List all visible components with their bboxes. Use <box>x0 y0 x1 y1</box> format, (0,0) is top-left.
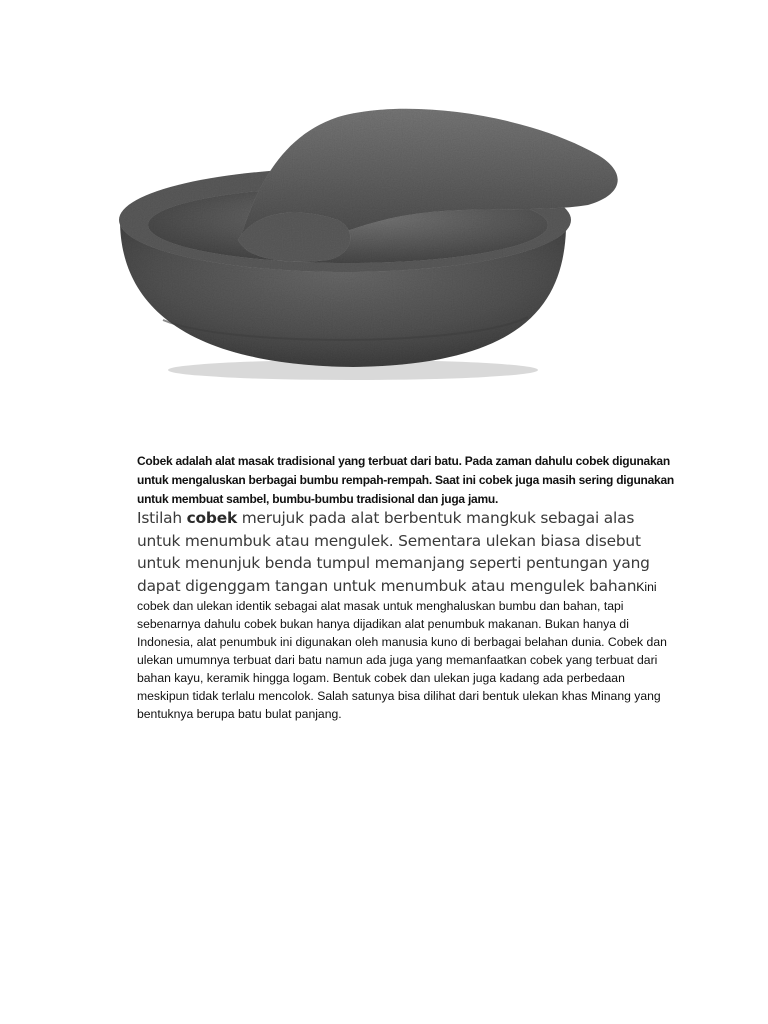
intro-paragraph: Cobek adalah alat masak tradisional yang terbuat dari batu. Pada zaman dahulu cobek digunakan untuk mengaluskan berbagai bumbu rempah-rempah. Saat ini cobek juga masih sering digunakan untuk membuat sambel, bumbu-bumbu tradisional dan juga jamu. <box>137 454 674 506</box>
cobek-photo <box>108 95 628 385</box>
definition-text: merujuk pada alat berbentuk mangkuk sebagai alas untuk menumbuk atau mengulek. Sementara ulekan biasa disebut untuk menunjuk benda tumpul memanjang seperti pentungan yang dapat digenggam tangan untuk menumbuk atau mengulek bahan <box>137 509 650 595</box>
definition-paragraph <box>137 507 677 723</box>
history-text: Kini cobek dan ulekan identik sebagai alat masak untuk menghaluskan bumbu dan bahan, tapi sebenarnya dahulu cobek bukan hanya dijadikan alat penumbuk makanan. Bukan hanya di Indonesia, alat penumbuk ini digunakan oleh manusia kuno di berbagai belahan dunia. Cobek dan ulekan umumnya terbuat dari batu namun ada juga yang memanfaatkan cobek yang terbuat dari bahan kayu, keramik hingga logam. Bentuk cobek dan ulekan juga kadang ada perbedaan meskipun tidak terlalu mencolok. Salah satunya bisa dilihat dari bentuk ulekan khas Minang yang bentuknya berupa batu bulat panjang. <box>137 579 667 721</box>
definition-term: cobek <box>186 509 238 527</box>
definition-lead: Istilah <box>137 509 187 527</box>
